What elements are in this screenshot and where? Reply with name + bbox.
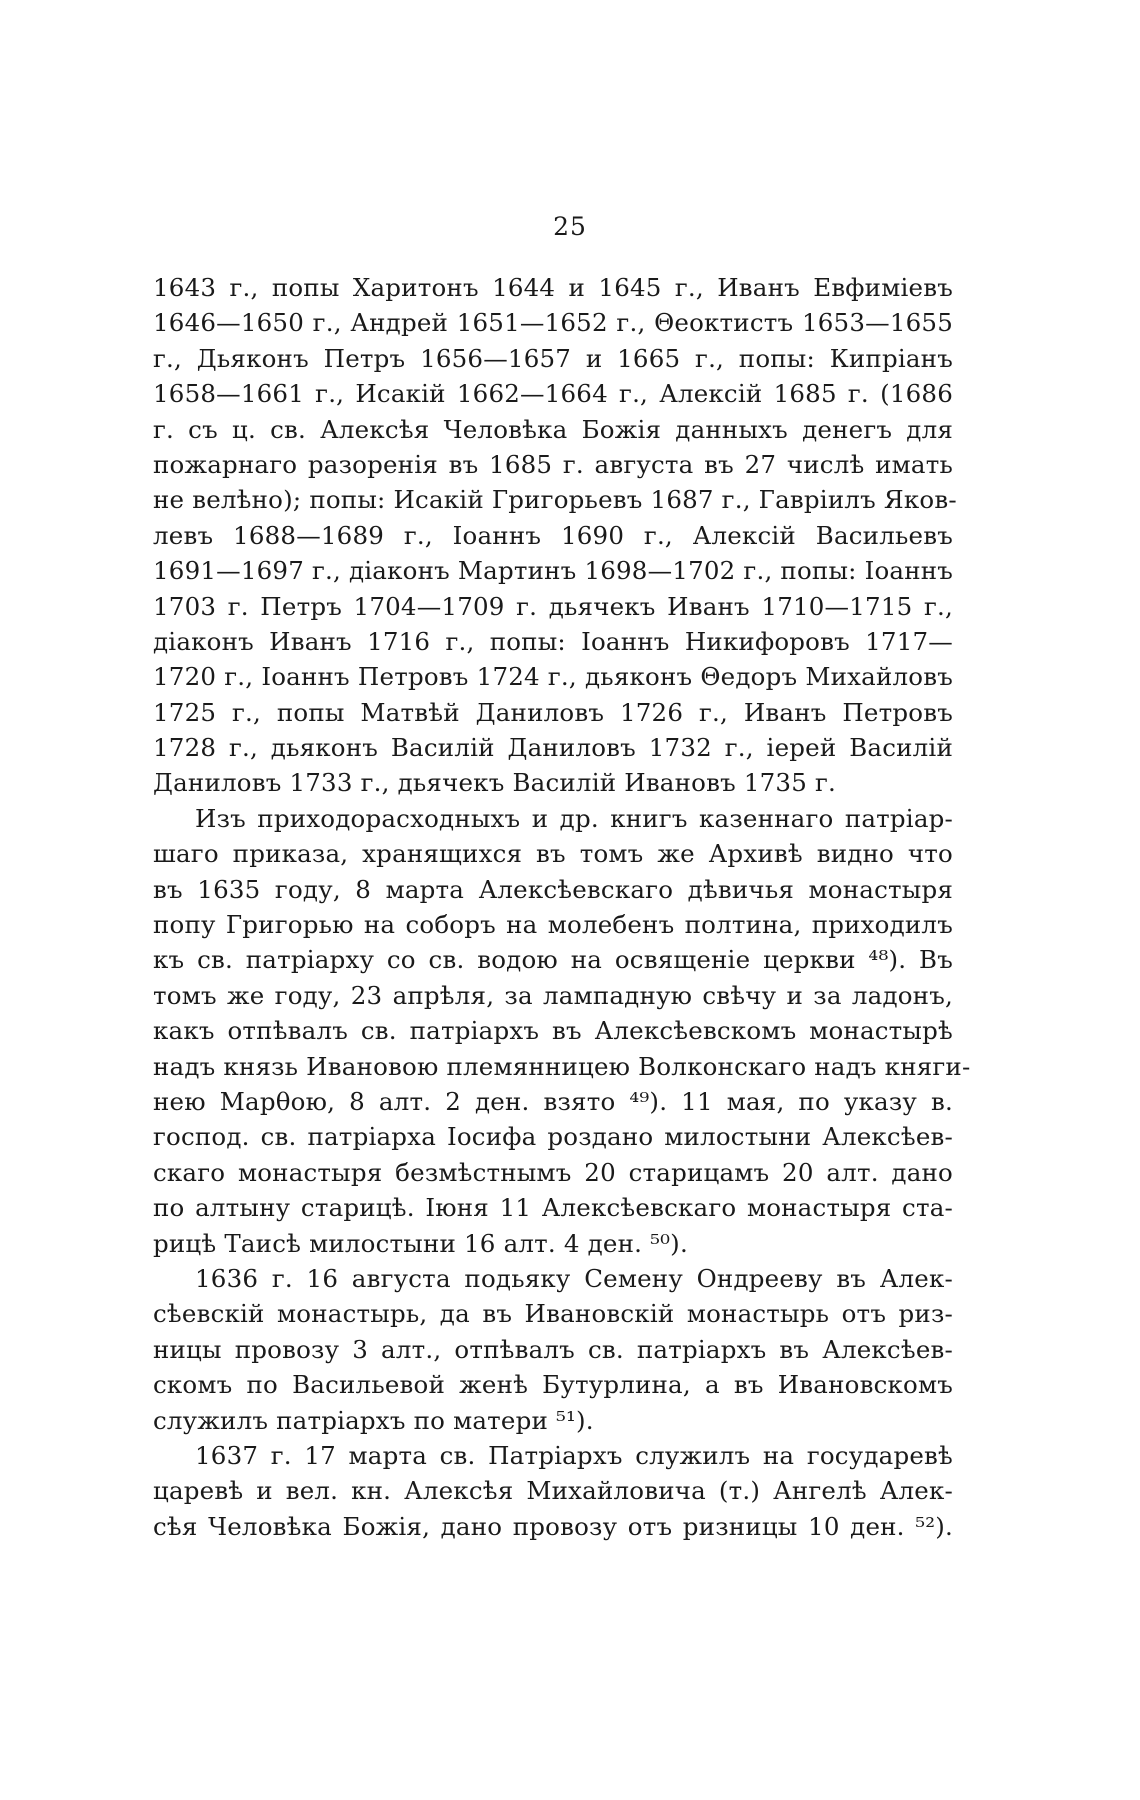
text-line: діаконъ Иванъ 1716 г., попы: Іоаннъ Никифоровъ 1717— <box>153 626 953 656</box>
text-line: царевѣ и вел. кн. Алексѣя Михайловича (т.) Ангелѣ Алек- <box>153 1476 953 1506</box>
text-line: левъ 1688—1689 г., Іоаннъ 1690 г., Алексій Васильевъ <box>153 520 953 550</box>
text-line: 1720 г., Іоаннъ Петровъ 1724 г., дьяконъ Θедоръ Михайловъ <box>153 662 953 692</box>
document-body <box>153 270 971 1544</box>
text-line: скаго монастыря безмѣстнымъ 20 старицамъ 20 алт. дано <box>153 1157 953 1187</box>
text-line: нею Марθою, 8 алт. 2 ден. взято ⁴⁹). 11 мая, по указу в. <box>153 1086 953 1116</box>
text-line: Изъ приходорасходныхъ и др. книгъ казеннаго патріар- <box>195 803 953 833</box>
page-number: 25 <box>553 212 587 241</box>
text-line: господ. св. патріарха Іосифа роздано милостыни Алексѣев- <box>153 1122 953 1152</box>
text-line: 1703 г. Петръ 1704—1709 г. дьячекъ Иванъ 1710—1715 г., <box>153 591 953 621</box>
text-line: сѣя Человѣка Божія, дано провозу отъ ризницы 10 ден. ⁵²). <box>153 1511 953 1541</box>
text-line: скомъ по Васильевой женѣ Бутурлина, а въ Ивановскомъ <box>153 1370 953 1400</box>
text-line: къ св. патріарху со св. водою на освященіе церкви ⁴⁸). Въ <box>153 945 953 975</box>
text-line: г. съ ц. св. Алексѣя Человѣка Божія данныхъ денегъ для <box>153 414 953 444</box>
text-line: попу Григорью на соборъ на молебенъ полтина, приходилъ <box>153 910 953 940</box>
text-line: 1728 г., дьяконъ Василій Даниловъ 1732 г., іерей Василій <box>153 733 953 763</box>
text-line: Даниловъ 1733 г., дьячекъ Василій Ивановъ 1735 г. <box>153 768 837 798</box>
text-line: 1658—1661 г., Исакій 1662—1664 г., Алексій 1685 г. (1686 <box>153 379 953 409</box>
text-line: какъ отпѣвалъ св. патріархъ въ Алексѣевскомъ монастырѣ <box>153 1016 953 1046</box>
text-line: 1646—1650 г., Андрей 1651—1652 г., Θеоктистъ 1653—1655 <box>153 308 953 338</box>
text-line: пожарнаго разоренія въ 1685 г. августа въ 27 числѣ имать <box>153 449 953 479</box>
text-line: въ 1635 году, 8 марта Алексѣевскаго дѣвичья монастыря <box>153 874 953 904</box>
text-line: томъ же году, 23 апрѣля, за лампадную свѣчу и за ладонъ, <box>153 980 953 1010</box>
text-line: ницы провозу 3 алт., отпѣвалъ св. патріархъ въ Алексѣев- <box>153 1334 953 1364</box>
text-line: не велѣно); попы: Исакій Григорьевъ 1687 г., Гавріилъ Яков- <box>153 485 957 515</box>
text-line: надъ князь Ивановою племянницею Волконскаго надъ княги- <box>153 1051 971 1081</box>
text-line: по алтыну старицѣ. Іюня 11 Алексѣевскаго монастыря ста- <box>153 1193 953 1223</box>
text-line: г., Дьяконъ Петръ 1656—1657 и 1665 г., попы: Кипріанъ <box>153 343 953 373</box>
text-line: 1636 г. 16 августа подьяку Семену Ондрееву въ Алек- <box>195 1263 953 1293</box>
text-line: шаго приказа, хранящихся въ томъ же Архивѣ видно что <box>153 839 953 869</box>
text-line: сѣевскій монастырь, да въ Ивановскій монастырь отъ риз- <box>153 1299 953 1329</box>
text-line: служилъ патріархъ по матери ⁵¹). <box>153 1405 594 1435</box>
text-line: 1637 г. 17 марта св. Патріархъ служилъ на государевѣ <box>195 1440 953 1470</box>
text-line: рицѣ Таисѣ милостыни 16 алт. 4 ден. ⁵⁰). <box>153 1228 688 1258</box>
text-line: 1691—1697 г., діаконъ Мартинъ 1698—1702 г., попы: Іоаннъ <box>153 556 954 586</box>
text-line: 1725 г., попы Матвѣй Даниловъ 1726 г., Иванъ Петровъ <box>153 697 953 727</box>
text-line: 1643 г., попы Харитонъ 1644 и 1645 г., Иванъ Евфиміевъ <box>153 273 953 302</box>
